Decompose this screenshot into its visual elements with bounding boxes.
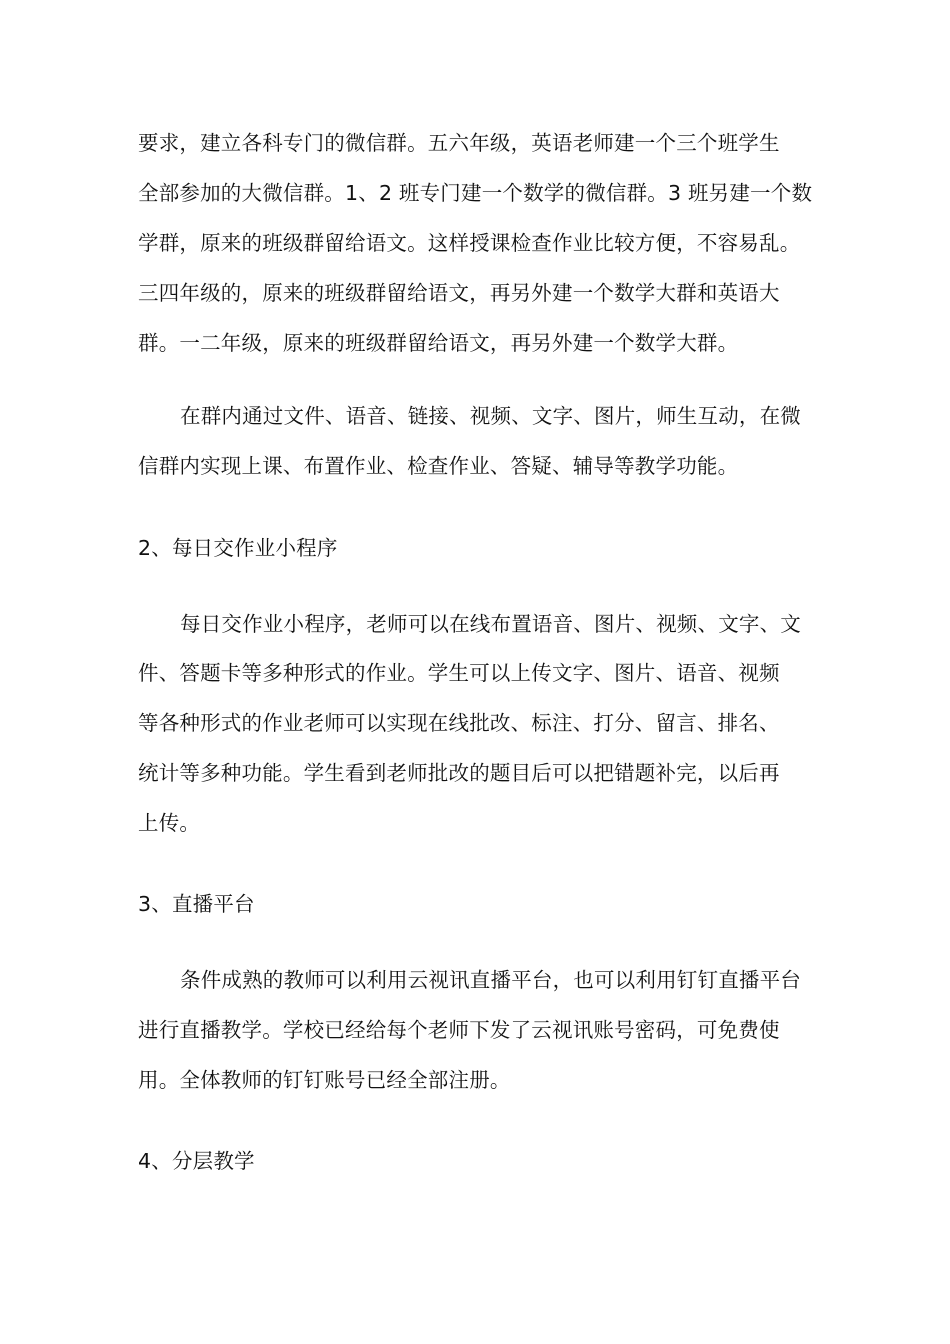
section-heading: 4、分层教学: [138, 1149, 255, 1173]
paragraph-line: 上传。: [138, 811, 201, 835]
paragraph-line: 学群，原来的班级群留给语文。这样授课检查作业比较方便，不容易乱。: [138, 231, 801, 255]
paragraph-line: 信群内实现上课、布置作业、检查作业、答疑、辅导等教学功能。: [138, 454, 739, 478]
paragraph-line: 每日交作业小程序，老师可以在线布置语音、图片、视频、文字、文: [180, 612, 801, 636]
paragraph-line: 条件成熟的教师可以利用云视讯直播平台，也可以利用钉钉直播平台: [180, 968, 801, 992]
paragraph-line: 在群内通过文件、语音、链接、视频、文字、图片，师生互动，在微: [180, 404, 801, 428]
section-heading: 2、每日交作业小程序: [138, 536, 338, 560]
paragraph-line: 三四年级的，原来的班级群留给语文，再另外建一个数学大群和英语大: [138, 281, 780, 305]
paragraph-line: 要求，建立各科专门的微信群。五六年级，英语老师建一个三个班学生: [138, 131, 780, 155]
paragraph-line: 全部参加的大微信群。1、2 班专门建一个数学的微信群。3 班另建一个数: [138, 181, 813, 205]
paragraph-line: 用。全体教师的钉钉账号已经全部注册。: [138, 1068, 511, 1092]
paragraph-line: 件、答题卡等多种形式的作业。学生可以上传文字、图片、语音、视频: [138, 661, 780, 685]
paragraph-line: 进行直播教学。学校已经给每个老师下发了云视讯账号密码，可免费使: [138, 1018, 780, 1042]
paragraph-line: 等各种形式的作业老师可以实现在线批改、标注、打分、留言、排名、: [138, 711, 780, 735]
paragraph-line: 统计等多种功能。学生看到老师批改的题目后可以把错题补完，以后再: [138, 761, 780, 785]
paragraph-line: 群。一二年级，原来的班级群留给语文，再另外建一个数学大群。: [138, 331, 739, 355]
section-heading: 3、直播平台: [138, 892, 255, 916]
